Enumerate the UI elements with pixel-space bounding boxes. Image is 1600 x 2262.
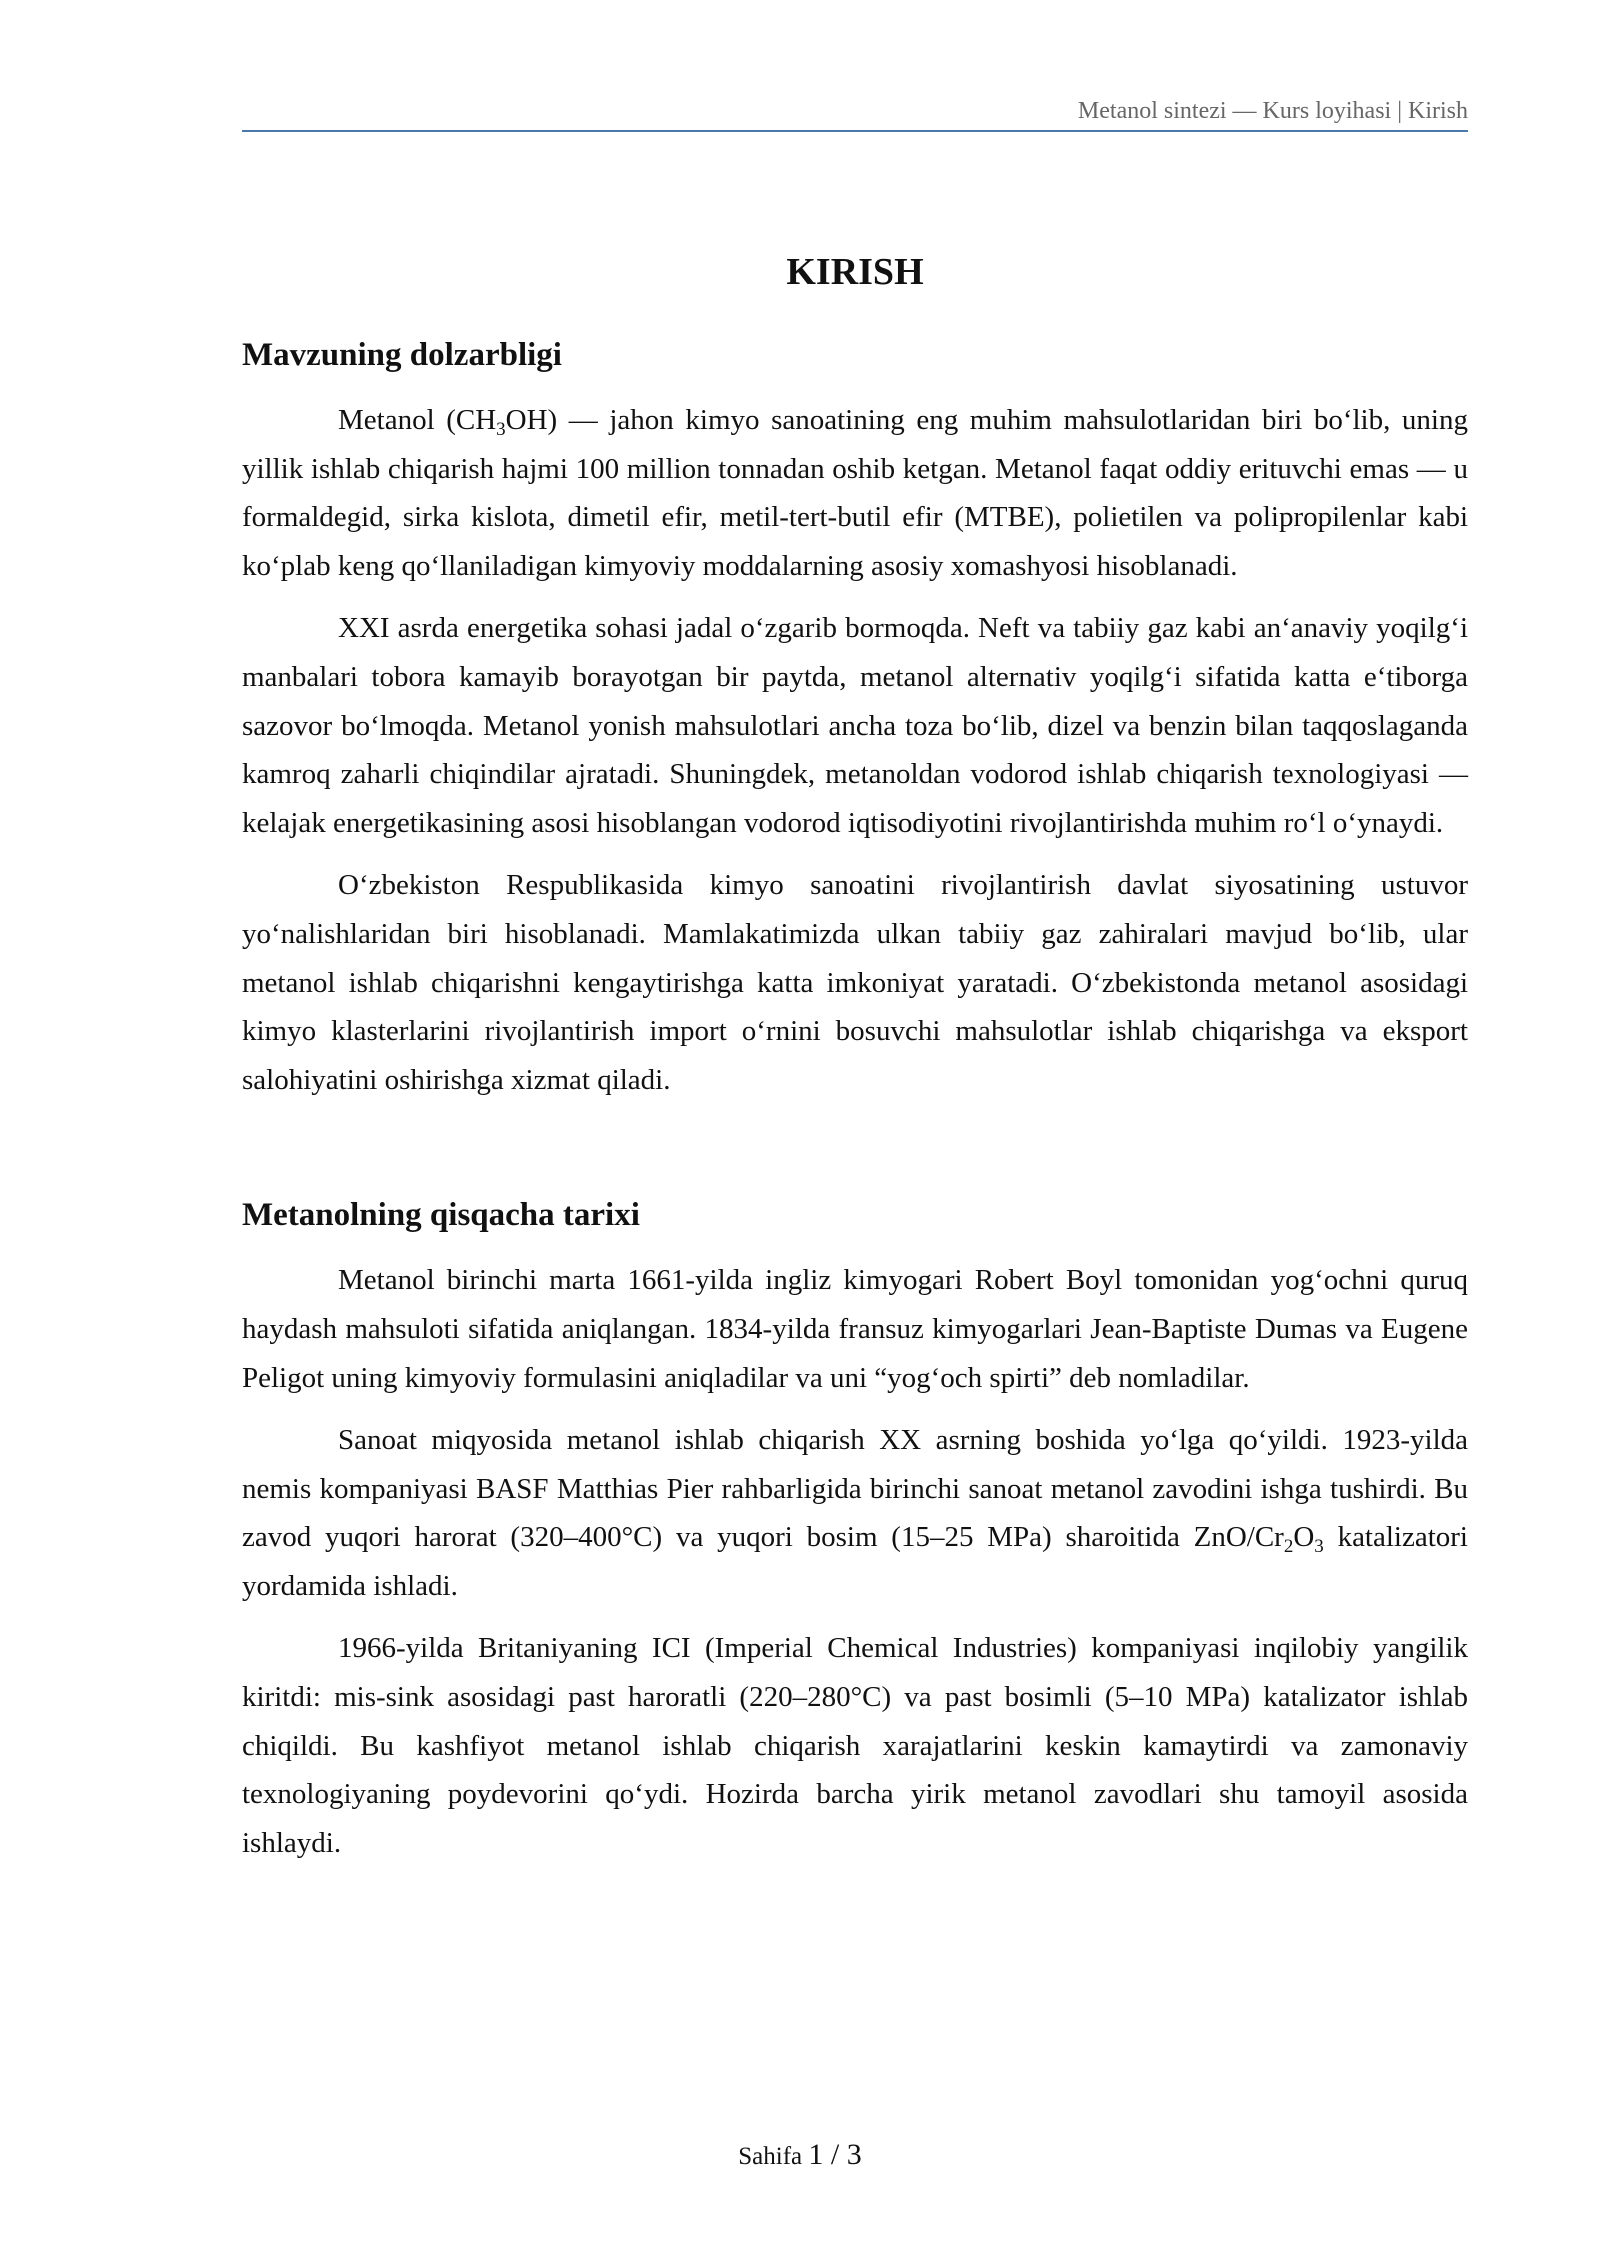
paragraph bbox=[242, 396, 1468, 590]
paragraph-text: OH) — jahon kimyo sanoatining eng muhim mahsulotlaridan biri bo‘lib, uning yillik ishlab chiqarish hajmi 100 million tonnadan oshib ketgan. Metanol faqat oddiy erituvchi emas — u formaldegid, sirka kislota, dimetil efir, metil-tert-butil efir (MTBE), polietilen va polipropilenlar kabi ko‘plab keng qo‘llaniladigan kimyoviy moddalarning asosiy xomashyosi hisoblanadi. bbox=[242, 404, 1468, 582]
page-number: 1 / 3 bbox=[808, 2138, 862, 2171]
paragraph: 1966-yilda Britaniyaning ICI (Imperial Chemical Industries) kompaniyasi inqilobiy yangilik kiritdi: mis-sink asosidagi past haroratli (220–280°C) va past bosimli (5–10 MPa) katalizator ishlab chiqildi. Bu kashfiyot metanol ishlab chiqarish xarajatlarini keskin kamaytirdi va zamonaviy texnologiyaning poydevorini qo‘ydi. Hozirda barcha yirik metanol zavodlari shu tamoyil asosida ishlaydi. bbox=[242, 1632, 1468, 1859]
subscript: 2 bbox=[1283, 1536, 1294, 1558]
subscript: 3 bbox=[1314, 1536, 1324, 1558]
subscript: 3 bbox=[496, 419, 506, 440]
paragraph-text: Sanoat miqyosida metanol ishlab chiqarish XX asrning boshida yo‘lga qo‘yildi. 1923-yilda nemis kompaniyasi BASF Matthias Pier rahbarligida birinchi sanoat metanol zavodini ishga tushirdi. Bu zavod yuqori harorat (320–400°C) va yuqori bosim (15–25 MPa) sharoitida ZnO/Cr bbox=[242, 1424, 1468, 1554]
paragraph: O‘zbekiston Respublikasida kimyo sanoatini rivojlantirish davlat siyosatining ustuvor yo‘nalishlaridan biri hisoblanadi. Mamlakatimizda ulkan tabiiy gaz zahiralari mavjud bo‘lib, ular metanol ishlab chiqarishni kengaytirishga katta imkoniyat yaratadi. O‘zbekistonda metanol asosidagi kimyo klasterlarini rivojlantirish import o‘rnini bosuvchi mahsulotlar ishlab chiqarishga va eksport salohiyatini oshirishga xizmat qiladi. bbox=[242, 869, 1468, 1096]
paragraph-text: katalizatori yordamida ishladi. bbox=[242, 1521, 1468, 1602]
page-footer bbox=[0, 2138, 1600, 2172]
document-title: KIRISH bbox=[786, 251, 924, 293]
paragraph: XXI asrda energetika sohasi jadal o‘zgarib bormoqda. Neft va tabiiy gaz kabi an‘anaviy yoqilg‘i manbalari tobora kamayib borayotgan bir paytda, metanol alternativ yoqilg‘i sifatida katta e‘tiborga sazovor bo‘lmoqda. Metanol yonish mahsulotlari ancha toza bo‘lib, dizel va benzin bilan taqqoslaganda kamroq zaharli chiqindilar ajratadi. Shuningdek, metanoldan vodorod ishlab chiqarish texnologiyasi — kelajak energetikasining asosi hisoblangan vodorod iqtisodiyotini rivojlantirishda muhim ro‘l o‘ynaydi. bbox=[242, 612, 1468, 839]
page-label: Sahifa bbox=[738, 2143, 803, 2170]
paragraph: Metanol birinchi marta 1661-yilda ingliz kimyogari Robert Boyl tomonidan yog‘ochni quruq haydash mahsuloti sifatida aniqlangan. 1834-yilda fransuz kimyogarlari Jean-Baptiste Dumas va Eugene Peligot uning kimyoviy formulasini aniqladilar va uni “yog‘och spirti” deb nomladilar. bbox=[242, 1264, 1468, 1394]
section-heading: Metanolning qisqacha tarixi bbox=[242, 1197, 640, 1234]
paragraph-text: O bbox=[1293, 1521, 1315, 1554]
paragraph-text: Metanol (CH bbox=[338, 404, 497, 436]
section-relevance bbox=[242, 334, 1468, 1104]
paragraph bbox=[242, 1416, 1468, 1610]
document-body bbox=[242, 248, 1468, 1881]
running-header: Metanol sintezi — Kurs loyihasi | Kirish bbox=[1077, 98, 1468, 124]
page-header bbox=[242, 96, 1468, 132]
section-history bbox=[242, 1194, 1468, 1867]
section-heading: Mavzuning dolzarbligi bbox=[242, 337, 562, 373]
section-spacer bbox=[242, 1118, 1468, 1194]
